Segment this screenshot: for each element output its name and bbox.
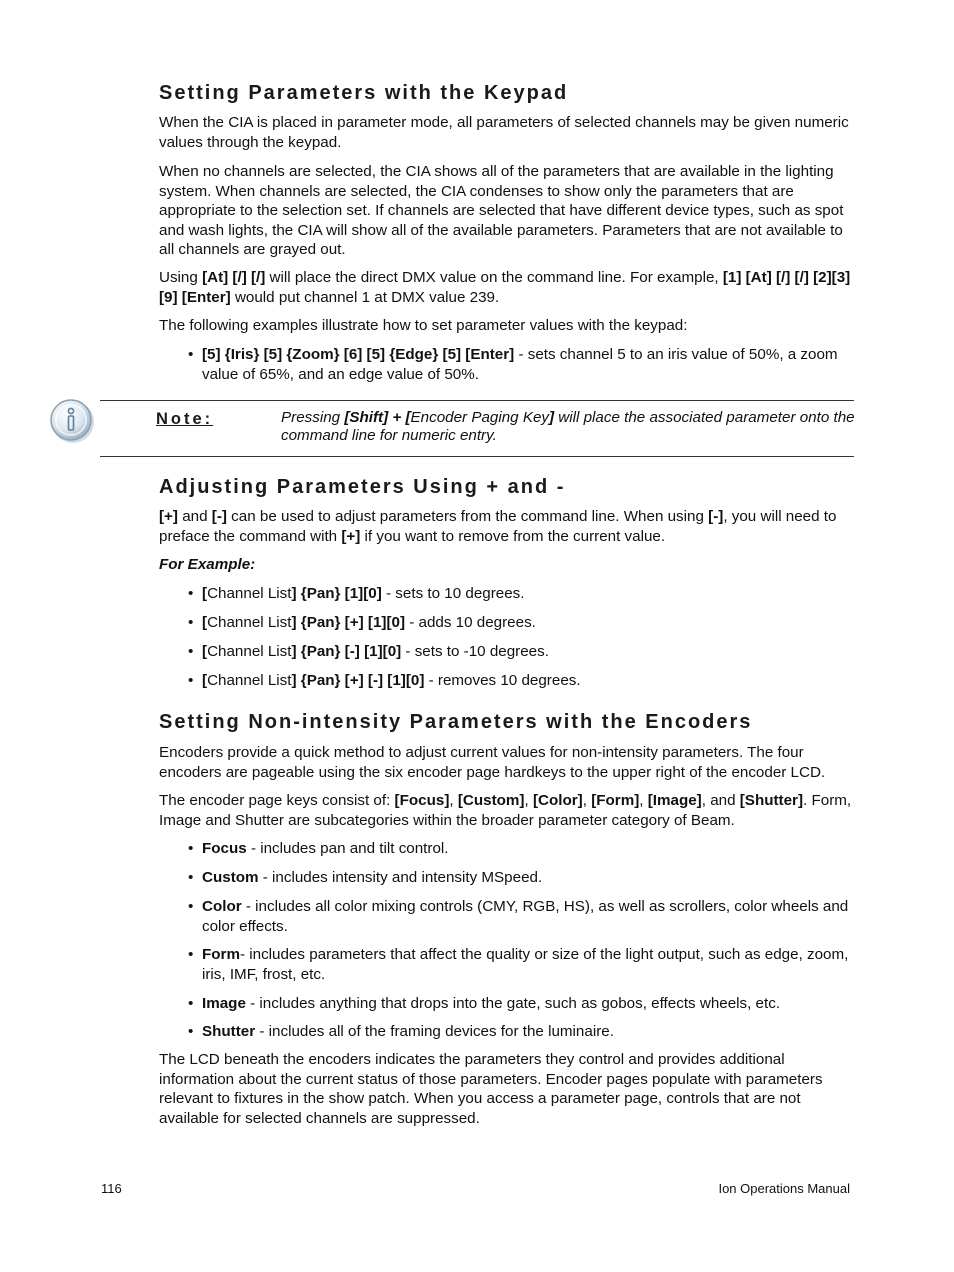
paragraph: The LCD beneath the encoders indicates the parameters they control and provides additional information about the current status of those parameters. Encoder pages populate with parameters relevant to fixtures in the show patch. When you access a parameter page, controls that are not available for selected channels are suppressed.	[159, 1051, 823, 1127]
list-item: • Focus - includes pan and tilt control.	[188, 839, 872, 859]
paragraph: When the CIA is placed in parameter mode, all parameters of selected channels may be given numeric values through the keypad.	[159, 114, 849, 151]
list-item: • [Channel List] {Pan} [-] [1][0] - sets to -10 degrees.	[188, 642, 872, 662]
paragraph: Encoders provide a quick method to adjust current values for non-intensity parameters. The four encoders are pageable using the six encoder page hardkeys to the upper right of the encoder LCD.	[159, 744, 826, 781]
paragraph: [+] and [-] can be used to adjust parameters from the command line. When using [-], you will need to preface the command with [+] if you want to remove from the current value.	[159, 508, 837, 545]
list-item: • [5] {Iris} [5] {Zoom} [6] [5] {Edge} [5] [Enter] - sets channel 5 to an iris value of 50%, a zoom value of 65%, and an edge value of 50%.	[188, 345, 872, 384]
list-item: • [Channel List] {Pan} [+] [1][0] - adds 10 degrees.	[188, 613, 872, 633]
section-heading-encoders: Setting Non-intensity Parameters with the Encoders	[159, 711, 753, 733]
list-item: • Color - includes all color mixing controls (CMY, RGB, HS), as well as scrollers, color wheels and color effects.	[188, 897, 872, 936]
paragraph: The following examples illustrate how to set parameter values with the keypad:	[159, 317, 688, 334]
note-top-rule	[100, 400, 854, 401]
section-heading-adjusting: Adjusting Parameters Using + and -	[159, 476, 566, 498]
list-item: • Form- includes parameters that affect the quality or size of the light output, such as edge, zoom, iris, IMF, frost, etc.	[188, 945, 872, 984]
list-item: • [Channel List] {Pan} [1][0] - sets to 10 degrees.	[188, 584, 872, 604]
list-item: • Shutter - includes all of the framing devices for the luminaire.	[188, 1022, 872, 1042]
section-heading-keypad: Setting Parameters with the Keypad	[159, 82, 569, 104]
note-bottom-rule	[100, 456, 854, 457]
manual-title: Ion Operations Manual	[718, 1181, 850, 1196]
info-note-icon	[48, 397, 96, 445]
note-text: Pressing [Shift] + [Encoder Paging Key] will place the associated parameter onto the command line for numeric entry.	[281, 409, 855, 444]
page-number: 116	[101, 1181, 122, 1196]
paragraph: The encoder page keys consist of: [Focus], [Custom], [Color], [Form], [Image], and [Shutter]. Form, Image and Shutter are subcategories within the broader parameter category of Beam.	[159, 792, 852, 829]
list-item: • [Channel List] {Pan} [+] [-] [1][0] - removes 10 degrees.	[188, 671, 872, 691]
list-item: • Custom - includes intensity and intensity MSpeed.	[188, 868, 872, 888]
note-label: Note:	[156, 410, 214, 428]
paragraph: When no channels are selected, the CIA shows all of the parameters that are available in the lighting system. When channels are selected, the CIA condenses to show only the parameters that are appropriate to the selection set. If channels are selected that have different device types, such as spot and wash lights, the CIA will show all of the available parameters. Parameters that are not available to all channels are grayed out.	[159, 163, 844, 258]
list-item: • Image - includes anything that drops into the gate, such as gobos, effects wheels, etc.	[188, 994, 872, 1014]
example-label: For Example:	[159, 556, 256, 573]
paragraph: Using [At] [/] [/] will place the direct DMX value on the command line. For example, [1] [At] [/] [/] [2][3][9] [Enter] would put channel 1 at DMX value 239.	[159, 269, 851, 306]
